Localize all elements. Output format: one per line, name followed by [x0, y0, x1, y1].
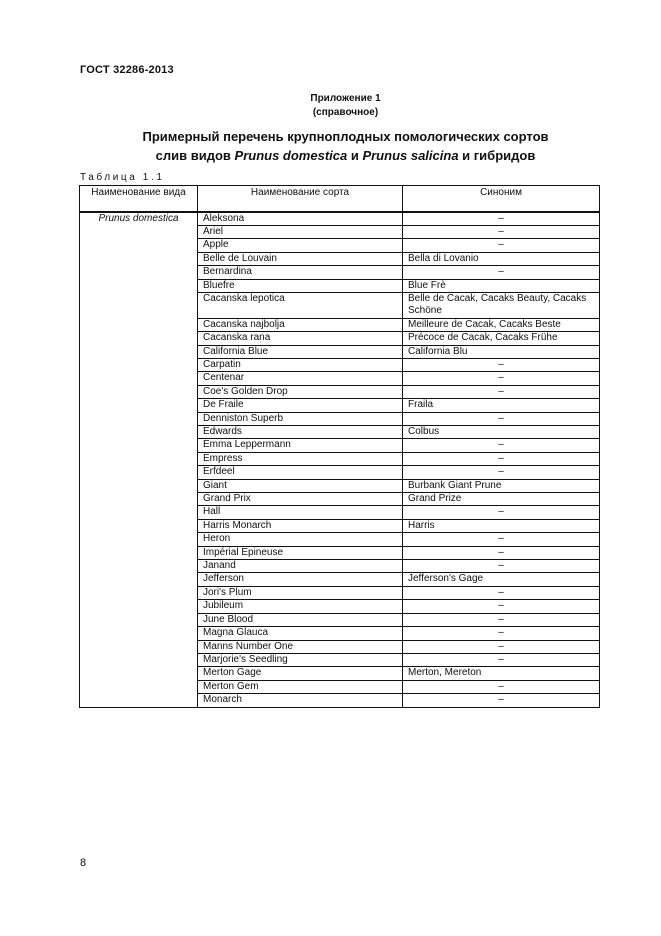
table-caption: Таблица 1.1 — [80, 172, 165, 183]
variety-cell: Hall — [198, 506, 403, 519]
variety-cell: Denniston Superb — [198, 412, 403, 425]
synonym-cell: – — [403, 439, 600, 452]
variety-cell: Edwards — [198, 426, 403, 439]
variety-cell: Jefferson — [198, 573, 403, 586]
synonym-cell: California Blu — [403, 345, 600, 358]
variety-cell: Jubileum — [198, 600, 403, 613]
header-species: Наименование вида — [80, 186, 198, 212]
synonym-cell: Jefferson's Gage — [403, 573, 600, 586]
header-synonym: Синоним — [403, 186, 600, 212]
synonym-cell: – — [403, 694, 600, 707]
synonym-cell: Grand Prize — [403, 493, 600, 506]
synonym-cell: Colbus — [403, 426, 600, 439]
synonym-cell: Burbank Giant Prune — [403, 479, 600, 492]
synonym-cell: Blue Frè — [403, 279, 600, 292]
title-species-1: Prunus domestica — [234, 148, 348, 163]
header-variety: Наименование сорта — [198, 186, 403, 212]
synonym-cell: – — [403, 533, 600, 546]
synonym-cell: – — [403, 452, 600, 465]
variety-cell: Belle de Louvain — [198, 252, 403, 265]
title-species-2: Prunus salicina — [362, 148, 459, 163]
synonym-cell: Bella di Lovanio — [403, 252, 600, 265]
synonym-cell: – — [403, 600, 600, 613]
title-prefix: слив видов — [155, 148, 235, 163]
variety-cell: Monarch — [198, 694, 403, 707]
synonym-cell: – — [403, 627, 600, 640]
appendix-subtitle: (справочное) — [312, 107, 379, 118]
variety-cell: Bluefre — [198, 279, 403, 292]
synonym-cell: – — [403, 640, 600, 653]
synonym-cell: – — [403, 546, 600, 559]
table-row — [80, 212, 600, 226]
variety-cell: June Blood — [198, 613, 403, 626]
synonym-cell: Harris — [403, 519, 600, 532]
variety-cell: Manns Number One — [198, 640, 403, 653]
variety-cell: Merton Gage — [198, 667, 403, 680]
variety-cell: California Blue — [198, 345, 403, 358]
synonym-cell: – — [403, 266, 600, 279]
synonym-cell: – — [403, 506, 600, 519]
variety-cell: Heron — [198, 533, 403, 546]
variety-cell: Giant — [198, 479, 403, 492]
variety-cell: Erfdeel — [198, 466, 403, 479]
variety-cell: Cacanska najbolja — [198, 318, 403, 331]
variety-cell: Marjorie's Seedling — [198, 653, 403, 666]
varieties-table — [79, 185, 600, 708]
synonym-cell: – — [403, 239, 600, 252]
variety-cell: Grand Prix — [198, 493, 403, 506]
variety-cell: Magna Glauca — [198, 627, 403, 640]
variety-cell: Merton Gem — [198, 680, 403, 693]
variety-cell: Carpatin — [198, 358, 403, 371]
variety-cell: Jori's Plum — [198, 586, 403, 599]
synonym-cell: Belle de Cacak, Cacaks Beauty, Cacaks Schöne — [403, 292, 600, 318]
page-number: 8 — [80, 857, 87, 869]
synonym-cell: – — [403, 372, 600, 385]
synonym-cell: – — [403, 212, 600, 226]
synonym-cell: – — [403, 653, 600, 666]
variety-cell: Cacanska lepotica — [198, 292, 403, 318]
variety-cell: Coe's Golden Drop — [198, 385, 403, 398]
synonym-cell: – — [403, 225, 600, 238]
synonym-cell: – — [403, 466, 600, 479]
variety-cell: Harris Monarch — [198, 519, 403, 532]
document-title — [0, 127, 661, 165]
synonym-cell: – — [403, 586, 600, 599]
synonym-cell: – — [403, 385, 600, 398]
variety-cell: Emma Leppermann — [198, 439, 403, 452]
variety-cell: De Fraile — [198, 399, 403, 412]
synonym-cell: – — [403, 680, 600, 693]
synonym-cell: – — [403, 412, 600, 425]
variety-cell: Bernardina — [198, 266, 403, 279]
species-cell: Prunus domestica — [80, 212, 198, 708]
variety-cell: Empress — [198, 452, 403, 465]
synonym-cell: Merton, Mereton — [403, 667, 600, 680]
synonym-cell: – — [403, 358, 600, 371]
title-line-2 — [0, 146, 661, 165]
variety-cell: Janand — [198, 560, 403, 573]
variety-cell: Ariel — [198, 225, 403, 238]
synonym-cell: – — [403, 613, 600, 626]
table-body — [80, 212, 600, 708]
appendix-title: Приложение 1 — [310, 93, 381, 104]
synonym-cell: – — [403, 560, 600, 573]
title-and: и — [347, 148, 363, 163]
title-suffix: и гибридов — [458, 148, 536, 163]
synonym-cell: Précoce de Cacak, Cacaks Frühe — [403, 332, 600, 345]
appendix-heading — [0, 92, 661, 120]
synonym-cell: Fraila — [403, 399, 600, 412]
synonym-cell: Meilleure de Cacak, Cacaks Beste — [403, 318, 600, 331]
variety-cell: Impérial Epineuse — [198, 546, 403, 559]
variety-cell: Apple — [198, 239, 403, 252]
title-line-1: Примерный перечень крупноплодных помологических сортов — [142, 129, 549, 144]
standard-header: ГОСТ 32286-2013 — [80, 64, 174, 76]
variety-cell: Cacanska rana — [198, 332, 403, 345]
table-header-row — [80, 186, 600, 212]
variety-cell: Aleksona — [198, 212, 403, 226]
variety-cell: Centenar — [198, 372, 403, 385]
